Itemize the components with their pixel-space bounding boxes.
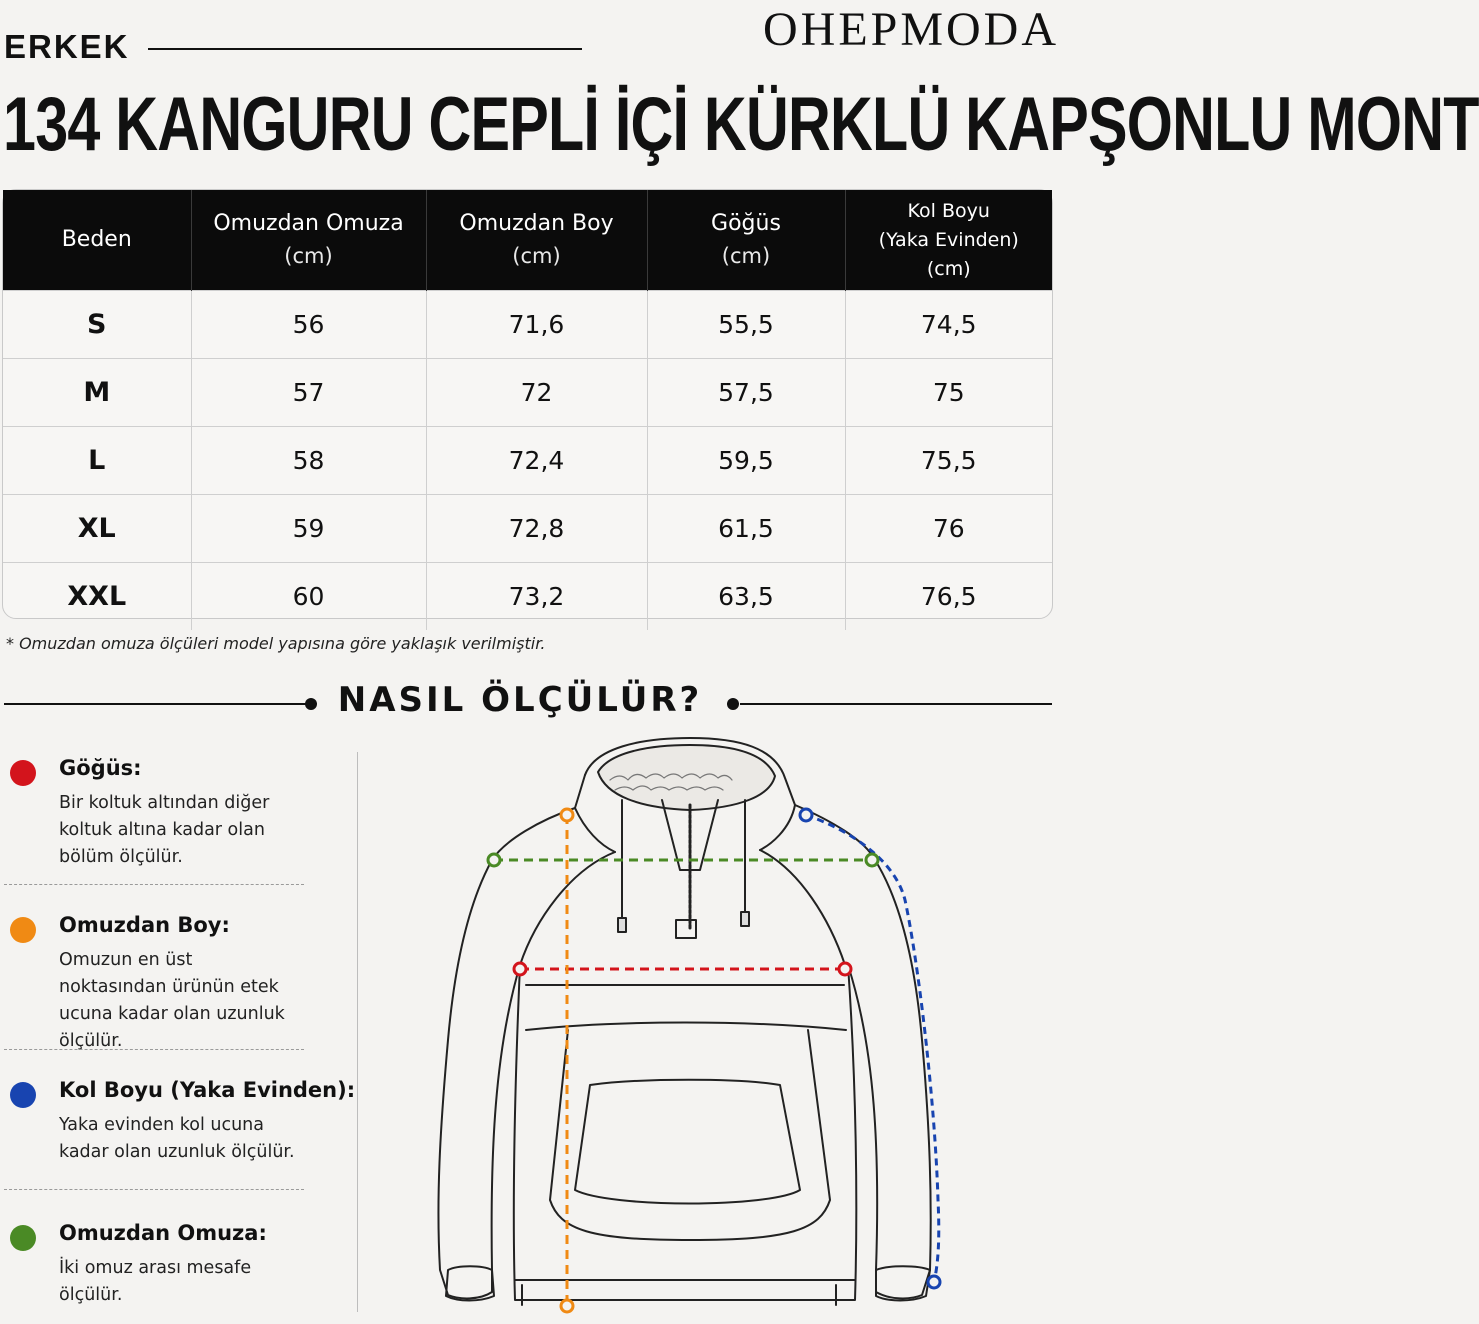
table-cell: 55,5	[647, 291, 845, 359]
vertical-divider	[357, 752, 358, 1312]
table-cell: 57	[191, 359, 426, 427]
legend-title: Kol Boyu (Yaka Evinden):	[59, 1078, 356, 1102]
header-shoulder: Omuzdan Omuza (cm)	[191, 190, 426, 291]
table-row	[3, 291, 1052, 359]
legend-desc: Omuzun en üst noktasından ürünün etek ucuna kadar olan uzunluk ölçülür.	[59, 950, 285, 1051]
footnote: * Omuzdan omuza ölçüleri model yapısına göre yaklaşık verilmiştir.	[6, 634, 546, 653]
table-cell: 75	[845, 359, 1052, 427]
header-sleeve: Kol Boyu (Yaka Evinden) (cm)	[845, 190, 1052, 291]
size-table	[2, 189, 1053, 619]
blue-dot-icon	[10, 1082, 36, 1108]
legend-title: Omuzdan Boy:	[59, 913, 230, 937]
legend-title: Omuzdan Omuza:	[59, 1221, 267, 1245]
table-row	[3, 427, 1052, 495]
legend-desc: Bir koltuk altından diğer koltuk altına kadar olan bölüm ölçülür.	[59, 793, 270, 867]
section-dot-left	[305, 698, 317, 710]
brand-logo: OHEPMODA	[762, 3, 1059, 56]
table-cell: 61,5	[647, 495, 845, 563]
header-size: Beden	[3, 190, 191, 291]
green-dot-icon	[10, 1225, 36, 1251]
legend-desc: İki omuz arası mesafe ölçülür.	[59, 1258, 252, 1305]
table-cell: 59	[191, 495, 426, 563]
section-rule-left	[4, 703, 308, 705]
table-cell: 56	[191, 291, 426, 359]
jacket-diagram-icon	[420, 735, 960, 1324]
table-row	[3, 495, 1052, 563]
size-cell: XL	[3, 495, 191, 563]
section-dot-right	[727, 698, 739, 710]
table-cell: 76,5	[845, 563, 1052, 631]
table-cell: 72,8	[426, 495, 647, 563]
legend-title: Göğüs:	[59, 756, 142, 780]
section-rule-right	[740, 703, 1052, 705]
legend-divider	[4, 1049, 304, 1050]
table-cell: 60	[191, 563, 426, 631]
product-title: 134 KANGURU CEPLİ İÇİ KÜRKLÜ KAPŞONLU MONT	[3, 82, 1479, 167]
section-title: NASIL ÖLÇÜLÜR?	[337, 680, 703, 720]
orange-dot-icon	[10, 917, 36, 943]
table-cell: 76	[845, 495, 1052, 563]
legend-divider	[4, 1189, 304, 1190]
size-cell: L	[3, 427, 191, 495]
table-cell: 57,5	[647, 359, 845, 427]
size-cell: S	[3, 291, 191, 359]
table-row	[3, 359, 1052, 427]
red-dot-icon	[10, 760, 36, 786]
size-cell: XXL	[3, 563, 191, 631]
header-rule	[148, 48, 582, 50]
gender-label: ERKEK	[4, 28, 130, 65]
table-cell: 58	[191, 427, 426, 495]
table-row	[3, 563, 1052, 631]
table-cell: 74,5	[845, 291, 1052, 359]
size-cell: M	[3, 359, 191, 427]
table-cell: 72	[426, 359, 647, 427]
table-cell: 75,5	[845, 427, 1052, 495]
table-cell: 59,5	[647, 427, 845, 495]
legend-divider	[4, 884, 304, 885]
table-cell: 63,5	[647, 563, 845, 631]
header-length: Omuzdan Boy (cm)	[426, 190, 647, 291]
legend-desc: Yaka evinden kol ucuna kadar olan uzunluk ölçülür.	[59, 1115, 295, 1162]
table-cell: 71,6	[426, 291, 647, 359]
table-cell: 72,4	[426, 427, 647, 495]
header-chest: Göğüs (cm)	[647, 190, 845, 291]
table-cell: 73,2	[426, 563, 647, 631]
size-table-header	[3, 190, 1052, 291]
